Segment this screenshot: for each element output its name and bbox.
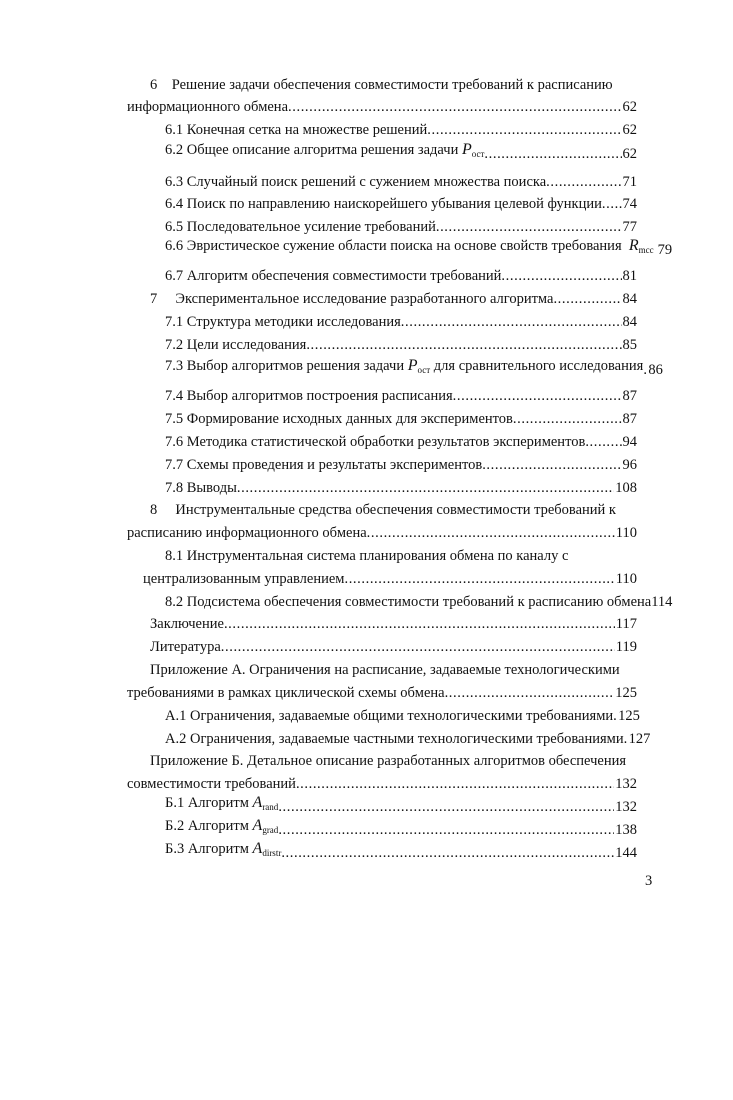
toc-entry-7-8[interactable]: 7.8 Выводы ..... 108	[165, 478, 637, 498]
math-variable: A	[252, 817, 263, 834]
section-title-cont: информационного обмена	[127, 99, 289, 115]
toc-heading-appendix-a[interactable]: Приложение А. Ограничения на расписание, задаваемые технологическими	[150, 662, 620, 678]
toc-heading-8[interactable]: 8 Инструментальные средства обеспечения совместимости требований к	[150, 502, 616, 518]
toc-heading-6[interactable]	[150, 75, 613, 95]
toc-heading-appendix-b[interactable]: Приложение Б. Детальное описание разработанных алгоритмов обеспечения	[150, 753, 627, 769]
toc-entry-7[interactable]: 7 Экспериментальное исследование разработанного алгоритма ..... 84	[150, 289, 637, 309]
toc-entry-appendix-b[interactable]: совместимости требований ..... 132	[127, 774, 637, 794]
toc-entry-conclusion[interactable]: Заключение ..... 117	[150, 614, 637, 634]
toc-entry-7-2[interactable]: 7.2 Цели исследования ..... 85	[165, 335, 637, 355]
toc-entry-literature[interactable]: Литература ..... 119	[150, 637, 637, 657]
toc-entry-b-1[interactable]: Б.1 Алгоритм $A_{rand}$ ..... 132	[165, 797, 637, 817]
toc-entry-7-6[interactable]: 7.6 Методика статистической обработки результатов экспериментов ..... 94	[165, 432, 637, 452]
toc-entry-a-2[interactable]: А.2 Ограничения, задаваемые частными технологическими требованиями ..... 127	[165, 729, 637, 749]
toc-entry-6-4[interactable]: 6.4 Поиск по направлению наискорейшего убывания целевой функции ..... 74	[165, 194, 637, 214]
toc-entry-6-2[interactable]: 6.2 Общее описание алгоритма решения задачи $P_{ост}$ ..... 62	[165, 144, 637, 164]
math-variable: A	[252, 794, 263, 811]
section-number: 7	[150, 291, 158, 307]
toc-entry-6-7[interactable]: 6.7 Алгоритм обеспечения совместимости требований ..... 81	[165, 266, 637, 286]
toc-entry-b-3[interactable]: Б.3 Алгоритм $A_{dirstr}$ ..... 144	[165, 843, 637, 863]
toc-entry-8-2[interactable]: 8.2 Подсистема обеспечения совместимости требований к расписанию обмена 114	[165, 594, 673, 610]
toc-entry-b-2[interactable]: Б.2 Алгоритм $A_{grad}$ ..... 138	[165, 820, 637, 840]
toc-heading-8-1[interactable]: 8.1 Инструментальная система планирования обмена по каналу с	[165, 548, 569, 564]
math-variable: R	[628, 237, 639, 254]
toc-entry-6-1[interactable]: 6.1 Конечная сетка на множестве решений ..... 62	[165, 120, 637, 140]
math-variable: P	[461, 141, 472, 158]
math-variable: P	[407, 357, 418, 374]
toc-entry-8[interactable]: расписанию информационного обмена ..... 110	[127, 523, 637, 543]
toc-entry-7-3[interactable]: 7.3 Выбор алгоритмов решения задачи $P_{ост}$ для сравнительного исследования ..... 86	[165, 360, 637, 380]
toc-entry-8-1[interactable]: централизованным управлением ..... 110	[143, 569, 637, 589]
section-number: 8	[150, 502, 158, 518]
toc-entry-7-4[interactable]: 7.4 Выбор алгоритмов построения расписания ..... 87	[165, 386, 637, 406]
toc-entry-a-1[interactable]: А.1 Ограничения, задаваемые общими технологическими требованиями ..... 125	[165, 706, 637, 726]
math-variable: A	[252, 840, 263, 857]
toc-entry-6-3[interactable]: 6.3 Случайный поиск решений с сужением множества поиска ..... 71	[165, 172, 637, 192]
toc-entry-7-7[interactable]: 7.7 Схемы проведения и результаты экспериментов ..... 96	[165, 455, 637, 475]
toc-entry-6-6[interactable]: 6.6 Эвристическое сужение области поиска на основе свойств требования $R_{mcc}$ 79	[165, 237, 673, 258]
toc-entry-7-5[interactable]: 7.5 Формирование исходных данных для экспериментов ..... 87	[165, 409, 637, 429]
toc-entry-6-5[interactable]: 6.5 Последовательное усиление требований ..... 77	[165, 217, 637, 237]
toc-entry-7-1[interactable]: 7.1 Структура методики исследования ..... 84	[165, 312, 637, 332]
toc-entry-appendix-a[interactable]: требованиями в рамках циклической схемы обмена ..... 125	[127, 683, 637, 703]
section-title: Решение задачи обеспечения совместимости требований к расписанию	[171, 77, 613, 93]
page-ref: 62	[622, 99, 637, 115]
toc-entry-6[interactable]	[127, 97, 637, 117]
section-number: 6	[150, 77, 158, 93]
page-number: 3	[645, 873, 653, 889]
